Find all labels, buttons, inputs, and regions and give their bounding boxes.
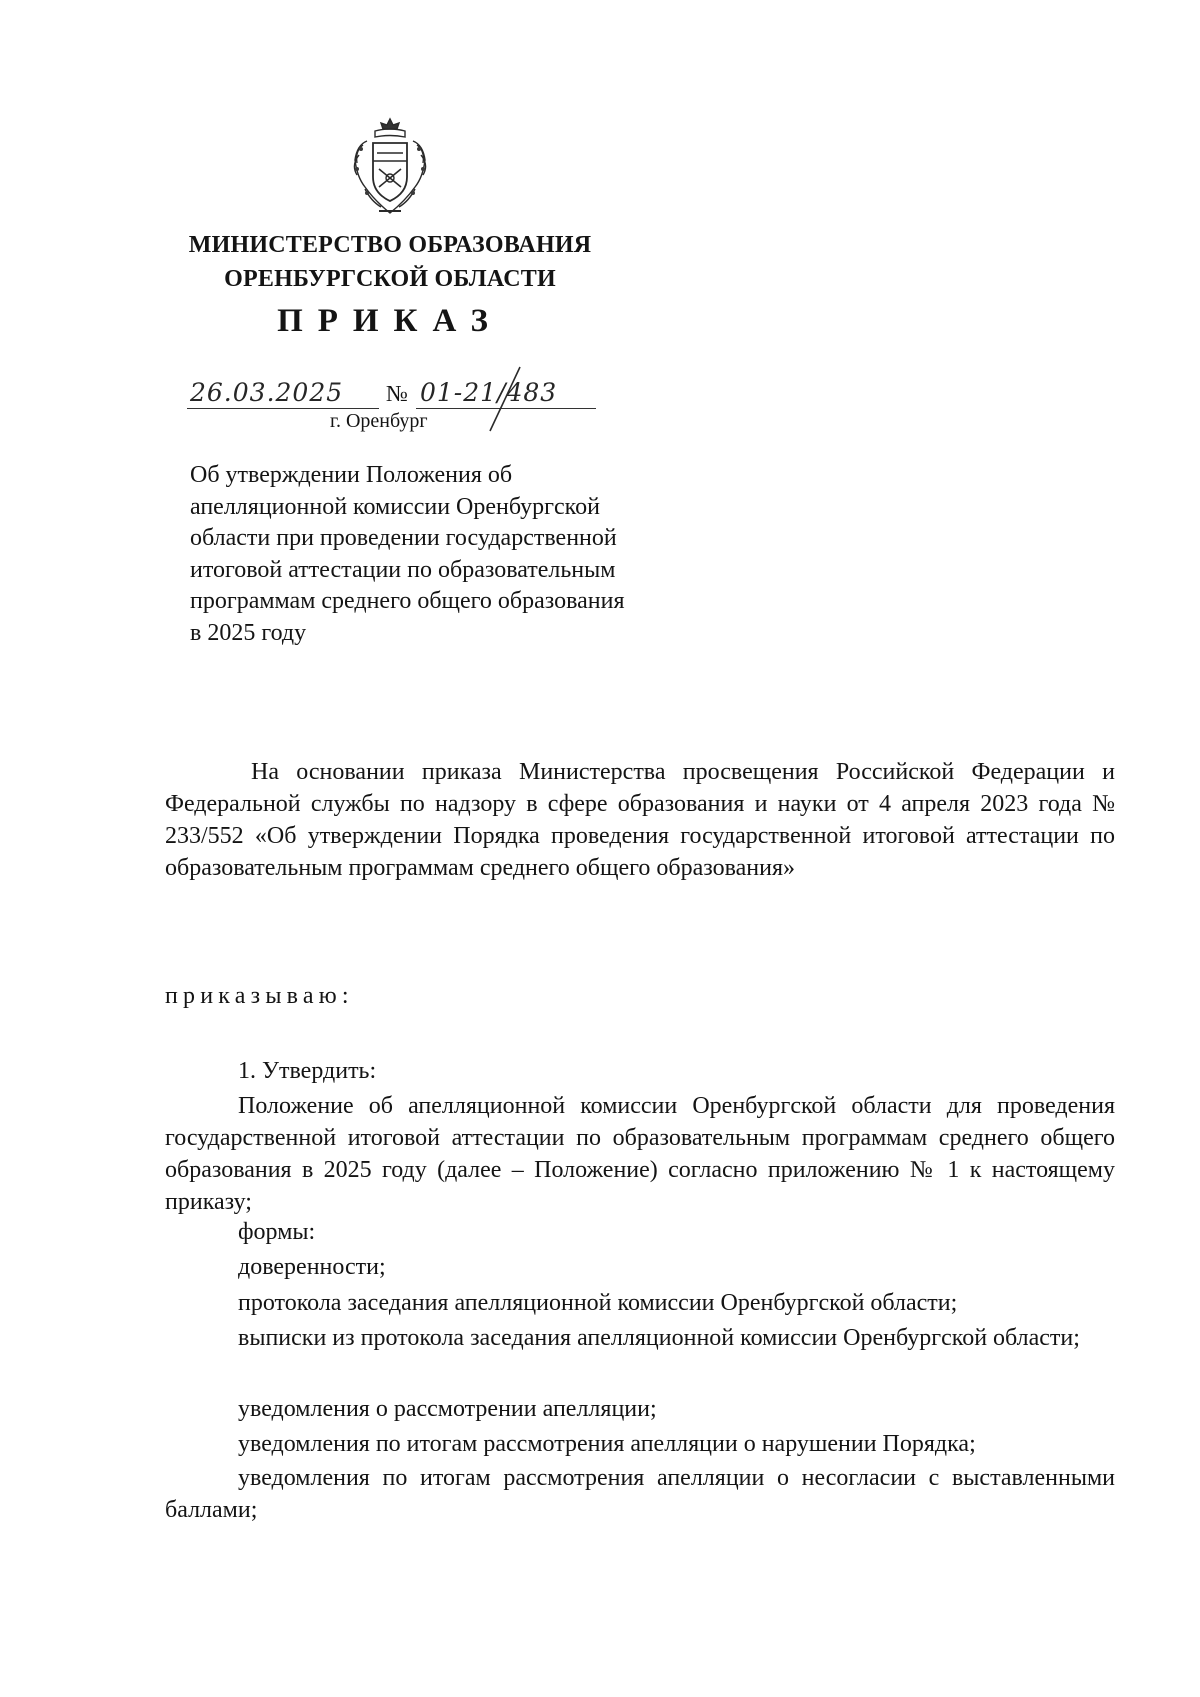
- order-subject: Об утверждении Положения об апелляционной комиссии Оренбургской области при проведении государственной итоговой аттестации по образовательным программам среднего общего образования в 2025 году: [190, 462, 625, 646]
- ministry-name-line2: ОРЕНБУРГСКОЙ ОБЛАСТИ: [224, 266, 556, 292]
- notice-review-line: уведомления о рассмотрении апелляции;: [238, 1396, 657, 1422]
- basis-paragraph: На основании приказа Министерства просвещения Российской Федерации и Федеральной службы по надзору в сфере образования и науки от 4 апреля 2023 года № 233/552 «Об утверждении Порядка проведения государственной итоговой аттестации по образовательным программам среднего общего образования»: [165, 759, 1115, 881]
- protocol-line: протокола заседания апелляционной комиссии Оренбургской области;: [238, 1290, 958, 1316]
- document-type: ПРИКАЗ: [277, 303, 503, 339]
- order-date: 26.03.2025: [190, 378, 344, 407]
- regulation-paragraph: Положение об апелляционной комиссии Оренбургской области для проведения государственной итоговой аттестации по образовательным программам среднего общего образования в 2025 году (далее – Положение) согласно приложению № 1 к настоящему приказу;: [165, 1093, 1115, 1215]
- city: г. Оренбург: [330, 410, 428, 432]
- coat-of-arms-icon: [345, 115, 435, 220]
- power-of-attorney-line: доверенности;: [238, 1254, 386, 1280]
- notice-disagreement-paragraph: уведомления по итогам рассмотрения апелляции о несогласии с выставленными баллами;: [165, 1465, 1115, 1523]
- protocol-extract-paragraph: выписки из протокола заседания апелляционной комиссии Оренбургской области;: [238, 1325, 1080, 1351]
- number-sign: №: [386, 381, 408, 406]
- date-underline: [187, 408, 379, 409]
- ministry-name: [155, 228, 625, 296]
- notice-violation-line: уведомления по итогам рассмотрения апелляции о нарушении Порядка;: [238, 1431, 976, 1457]
- item-1-heading: 1. Утвердить:: [238, 1058, 377, 1084]
- order-word: приказываю:: [165, 983, 354, 1009]
- order-number: 01-21/483: [420, 378, 558, 407]
- forms-line: формы:: [238, 1219, 316, 1245]
- number-slash-stroke: [480, 365, 530, 435]
- ministry-name-line1: МИНИСТЕРСТВО ОБРАЗОВАНИЯ: [188, 232, 592, 258]
